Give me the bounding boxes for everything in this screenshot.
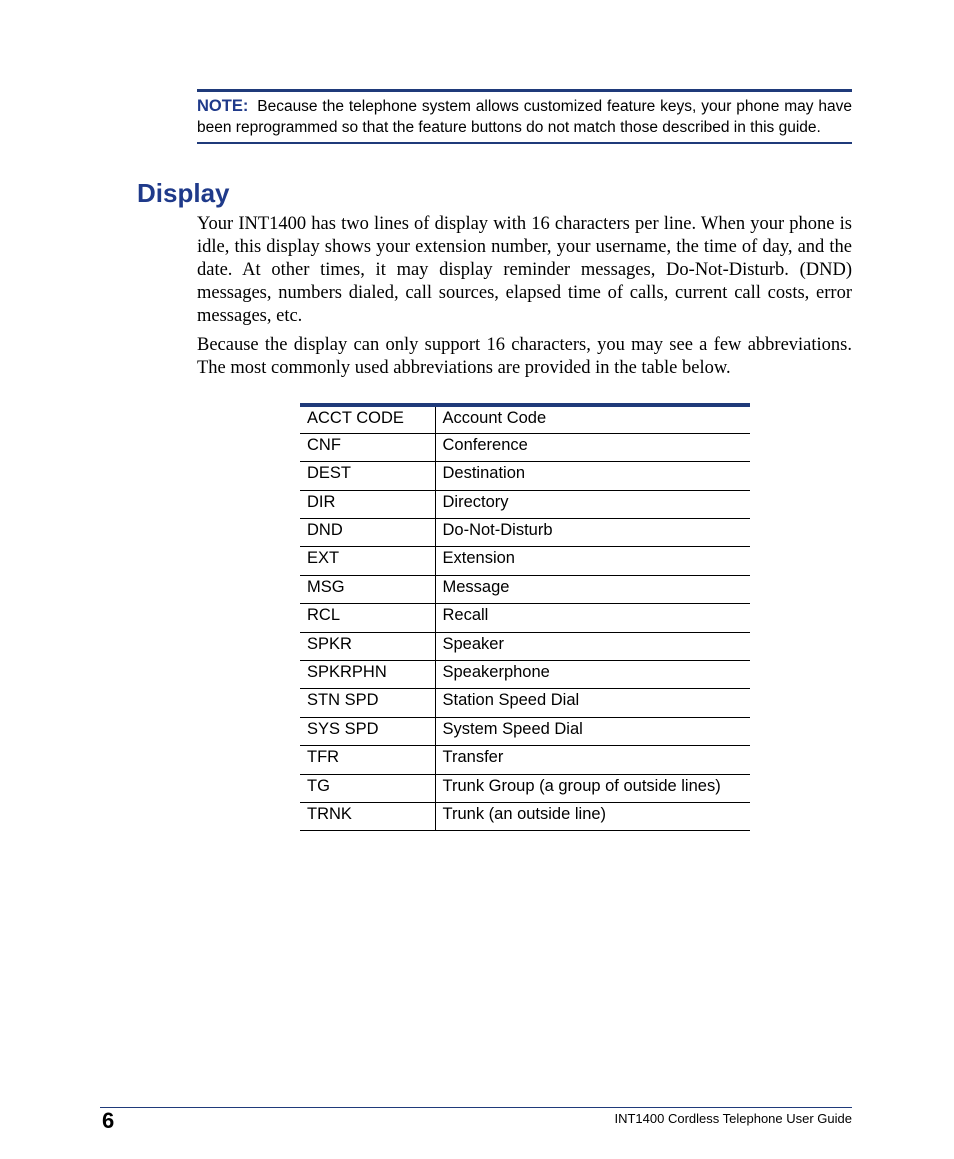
note-label: NOTE:: [197, 97, 249, 115]
abbreviation-cell: SPKR: [300, 632, 435, 660]
meaning-cell: Extension: [435, 547, 750, 575]
abbreviation-cell: DIR: [300, 490, 435, 518]
meaning-cell: Conference: [435, 433, 750, 461]
meaning-cell: Speaker: [435, 632, 750, 660]
table-row: [300, 661, 750, 689]
meaning-cell: Speakerphone: [435, 661, 750, 689]
abbreviation-cell: SYS SPD: [300, 717, 435, 745]
footer-document-title: INT1400 Cordless Telephone User Guide: [614, 1111, 852, 1126]
abbreviation-cell: CNF: [300, 433, 435, 461]
table-row: [300, 774, 750, 802]
meaning-cell: Trunk Group (a group of outside lines): [435, 774, 750, 802]
abbreviation-cell: MSG: [300, 575, 435, 603]
meaning-cell: Trunk (an outside line): [435, 802, 750, 830]
table-row: [300, 717, 750, 745]
meaning-cell: Station Speed Dial: [435, 689, 750, 717]
table-row: [300, 802, 750, 830]
table-row: [300, 575, 750, 603]
section-title: Display: [137, 178, 230, 208]
table-row: [300, 604, 750, 632]
abbreviation-cell: DEST: [300, 462, 435, 490]
paragraph-abbreviations-intro: Because the display can only support 16 characters, you may see a few abbreviations. The most commonly used abbreviations are provided in the table below.: [197, 335, 852, 378]
abbreviation-cell: EXT: [300, 547, 435, 575]
meaning-cell: Account Code: [435, 405, 750, 433]
table-row: [300, 632, 750, 660]
abbreviation-cell: DND: [300, 519, 435, 547]
meaning-cell: System Speed Dial: [435, 717, 750, 745]
table-row: [300, 689, 750, 717]
abbreviation-cell: ACCT CODE: [300, 405, 435, 433]
paragraph-display-description: Your INT1400 has two lines of display with 16 characters per line. When your phone is idle, this display shows your extension number, your username, the time of day, and the date. At other times, it may display reminder messages, Do-Not-Disturb. (DND) messages, numbers dialed, call sources, elapsed time of calls, current call costs, error messages, etc.: [197, 214, 852, 326]
note-text: Because the telephone system allows customized feature keys, your phone may have been reprogrammed so that the feature buttons do not match those described in this guide.: [197, 98, 852, 136]
meaning-cell: Destination: [435, 462, 750, 490]
abbreviation-cell: STN SPD: [300, 689, 435, 717]
abbreviation-cell: RCL: [300, 604, 435, 632]
table-row: [300, 433, 750, 461]
table-row: [300, 519, 750, 547]
abbreviation-cell: TRNK: [300, 802, 435, 830]
table-row: [300, 462, 750, 490]
abbreviation-cell: TFR: [300, 746, 435, 774]
abbreviation-cell: TG: [300, 774, 435, 802]
table-row: [300, 405, 750, 433]
meaning-cell: Directory: [435, 490, 750, 518]
page-number: 6: [102, 1108, 115, 1133]
abbreviations-table: [300, 403, 750, 831]
abbreviation-cell: SPKRPHN: [300, 661, 435, 689]
meaning-cell: Message: [435, 575, 750, 603]
meaning-cell: Recall: [435, 604, 750, 632]
meaning-cell: Transfer: [435, 746, 750, 774]
table-row: [300, 490, 750, 518]
table-row: [300, 746, 750, 774]
table-row: [300, 547, 750, 575]
footer-divider: [100, 1107, 852, 1108]
note-box: [197, 89, 852, 144]
meaning-cell: Do-Not-Disturb: [435, 519, 750, 547]
